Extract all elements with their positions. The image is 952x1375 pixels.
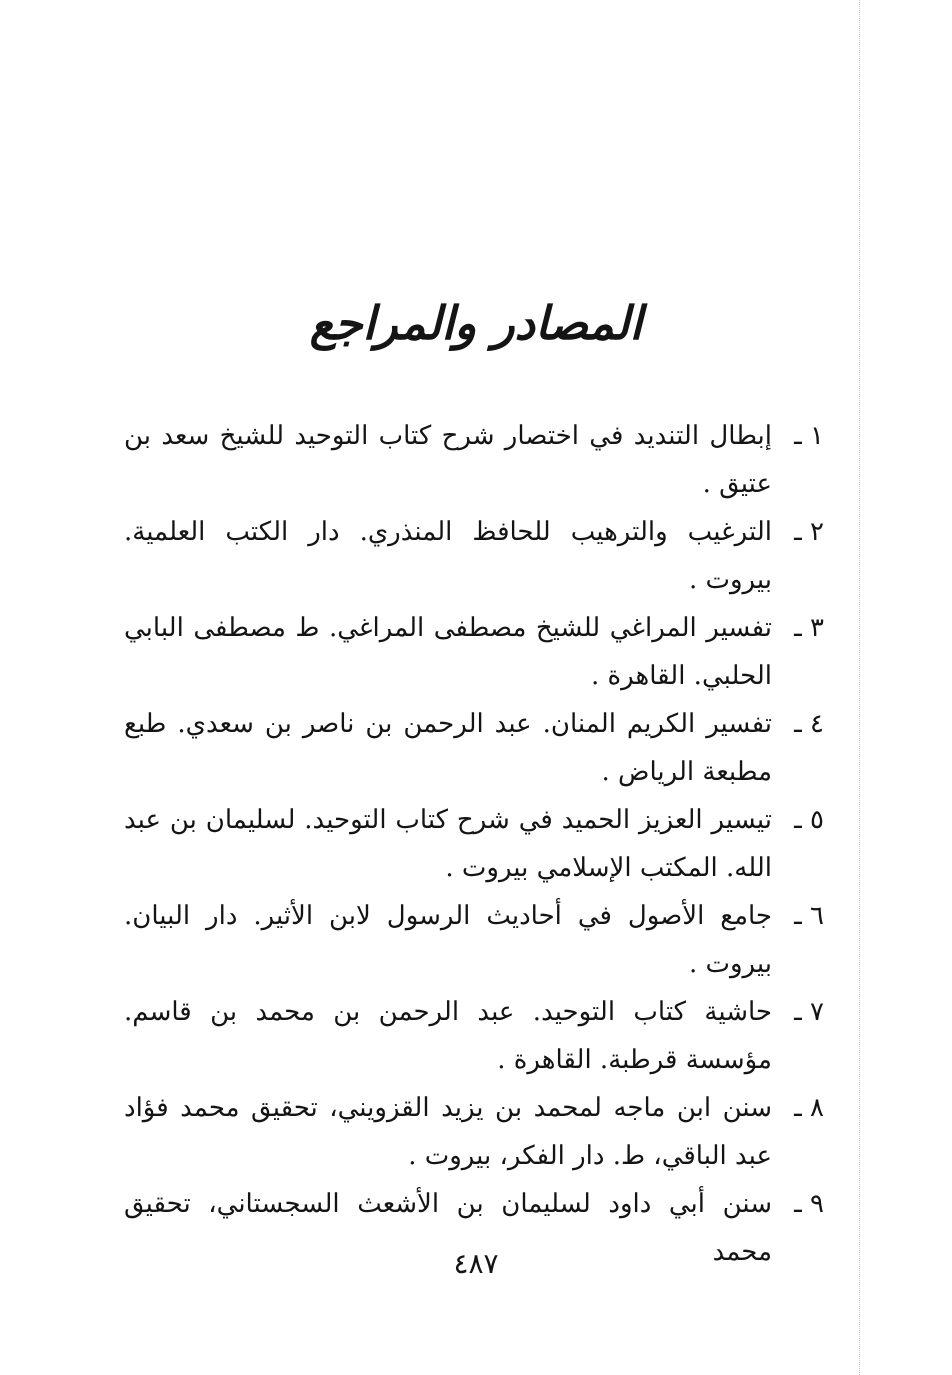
reference-number: ٩ ـ [794,1189,824,1219]
reference-item [124,412,824,508]
page-title: المصادر والمراجع [309,295,643,350]
reference-number: ٦ ـ [794,901,824,931]
reference-number: ٧ ـ [794,997,824,1027]
reference-item [124,1084,824,1180]
reference-text: إبطال التنديد في اختصار شرح كتاب التوحيد للشيخ سعد بن عتيق . [124,421,772,499]
reference-text: حاشية كتاب التوحيد. عبد الرحمن بن محمد بن قاسم. مؤسسة قرطبة. القاهرة . [124,997,772,1075]
reference-item [124,796,824,892]
reference-number: ٤ ـ [794,709,824,739]
reference-text: الترغيب والترهيب للحافظ المنذري. دار الكتب العلمية. بيروت . [124,517,772,595]
reference-text: سنن أبي داود لسليمان بن الأشعث السجستاني، تحقيق محمد [124,1189,772,1267]
reference-item [124,988,824,1084]
reference-item [124,508,824,604]
reference-number: ٣ ـ [794,613,824,643]
reference-number: ٨ ـ [794,1093,824,1123]
reference-text: تفسير المراغي للشيخ مصطفى المراغي. ط مصطفى البابي الحلبي. القاهرة . [124,613,772,691]
reference-text: جامع الأصول في أحاديث الرسول لابن الأثير. دار البيان. بيروت . [124,901,772,979]
reference-number: ٥ ـ [794,805,824,835]
reference-number: ٢ ـ [794,517,824,547]
reference-text: تفسير الكريم المنان. عبد الرحمن بن ناصر بن سعدي. طبع مطبعة الرياض . [124,709,772,787]
page-number: ٤٨٧ [453,1247,499,1280]
reference-number: ١ ـ [794,421,824,451]
reference-item [124,892,824,988]
reference-item [124,700,824,796]
page-edge-divider [859,0,860,1375]
references-list [124,412,824,1276]
reference-text: سنن ابن ماجه لمحمد بن يزيد القزويني، تحقيق محمد فؤاد عبد الباقي، ط. دار الفكر، بيروت . [124,1093,772,1171]
reference-text: تيسير العزيز الحميد في شرح كتاب التوحيد. لسليمان بن عبد الله. المكتب الإسلامي بيروت . [124,805,772,883]
reference-item [124,604,824,700]
